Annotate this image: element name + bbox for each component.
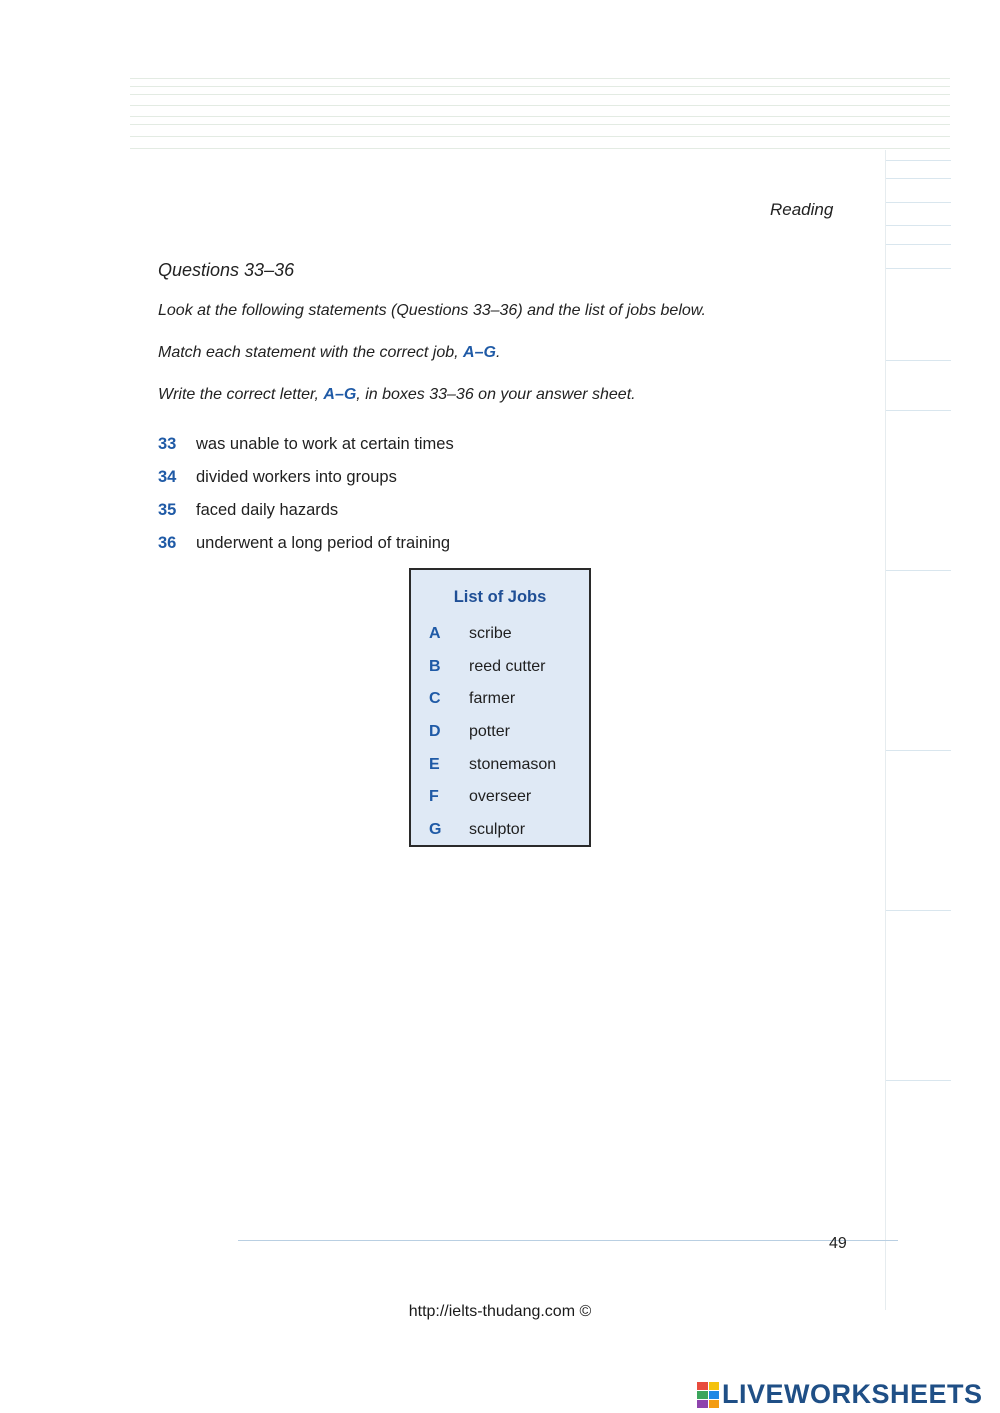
job-item-f — [429, 781, 556, 814]
question-item-33 — [158, 428, 678, 461]
question-text: faced daily hazards — [196, 501, 339, 519]
job-letter: A — [429, 625, 441, 643]
questions-heading: Questions 33–36 — [158, 260, 295, 280]
job-name: reed cutter — [469, 657, 546, 675]
footer-divider — [238, 1240, 898, 1241]
job-letter: C — [429, 690, 441, 708]
liveworksheets-brand — [697, 1379, 983, 1410]
liveworksheets-logo-icon — [697, 1382, 719, 1408]
jobs-list — [429, 618, 556, 846]
question-text: was unable to work at certain times — [196, 435, 454, 453]
instruction-1: Look at the following statements (Questions 33–36) and the list of jobs below. — [158, 302, 706, 319]
job-letter: B — [429, 657, 441, 675]
job-item-b — [429, 651, 556, 684]
instruction-2-post: . — [495, 344, 501, 361]
job-letter: D — [429, 723, 441, 741]
question-item-36 — [158, 527, 678, 560]
logo-tile — [697, 1382, 708, 1390]
question-list — [158, 428, 678, 560]
jobs-box-title: List of Jobs — [453, 588, 547, 606]
instruction-2-range: A–G — [463, 344, 496, 361]
scan-artifact-lines — [130, 78, 950, 153]
instruction-3-post: , in boxes 33–36 on your answer sheet. — [356, 386, 636, 403]
question-number: 36 — [158, 534, 177, 552]
page-number: 49 — [829, 1235, 847, 1252]
logo-tile — [709, 1391, 720, 1399]
job-letter: E — [429, 755, 440, 773]
job-item-g — [429, 814, 556, 847]
job-name: overseer — [469, 788, 532, 806]
question-number: 34 — [158, 468, 177, 486]
job-name: farmer — [469, 690, 516, 708]
list-of-jobs-box — [409, 568, 591, 847]
question-number: 33 — [158, 435, 177, 453]
job-item-e — [429, 748, 556, 781]
instruction-3-range: A–G — [323, 386, 357, 403]
job-name: potter — [469, 723, 510, 741]
logo-tile — [697, 1400, 708, 1408]
question-text: underwent a long period of training — [196, 534, 451, 552]
question-text: divided workers into groups — [196, 468, 397, 486]
section-label: Reading — [770, 200, 834, 219]
logo-tile — [697, 1391, 708, 1399]
job-name: sculptor — [469, 820, 526, 838]
instruction-3 — [158, 386, 636, 404]
brand-name: LIVEWORKSHEETS — [722, 1379, 983, 1409]
instruction-2 — [158, 344, 500, 362]
job-item-a — [429, 618, 556, 651]
source-url: http://ielts-thudang.com © — [408, 1303, 592, 1320]
job-name: stonemason — [469, 755, 557, 773]
job-letter: G — [429, 820, 442, 838]
question-item-34 — [158, 461, 678, 494]
question-number: 35 — [158, 501, 177, 519]
instruction-3-pre: Write the correct letter, — [158, 386, 324, 403]
logo-tile — [709, 1400, 720, 1408]
instruction-2-pre: Match each statement with the correct job, — [158, 344, 464, 361]
question-item-35 — [158, 494, 678, 527]
job-item-c — [429, 683, 556, 716]
job-item-d — [429, 716, 556, 749]
page-edge-bleed — [885, 150, 951, 1310]
job-letter: F — [429, 788, 439, 806]
logo-tile — [709, 1382, 720, 1390]
job-name: scribe — [469, 625, 512, 643]
